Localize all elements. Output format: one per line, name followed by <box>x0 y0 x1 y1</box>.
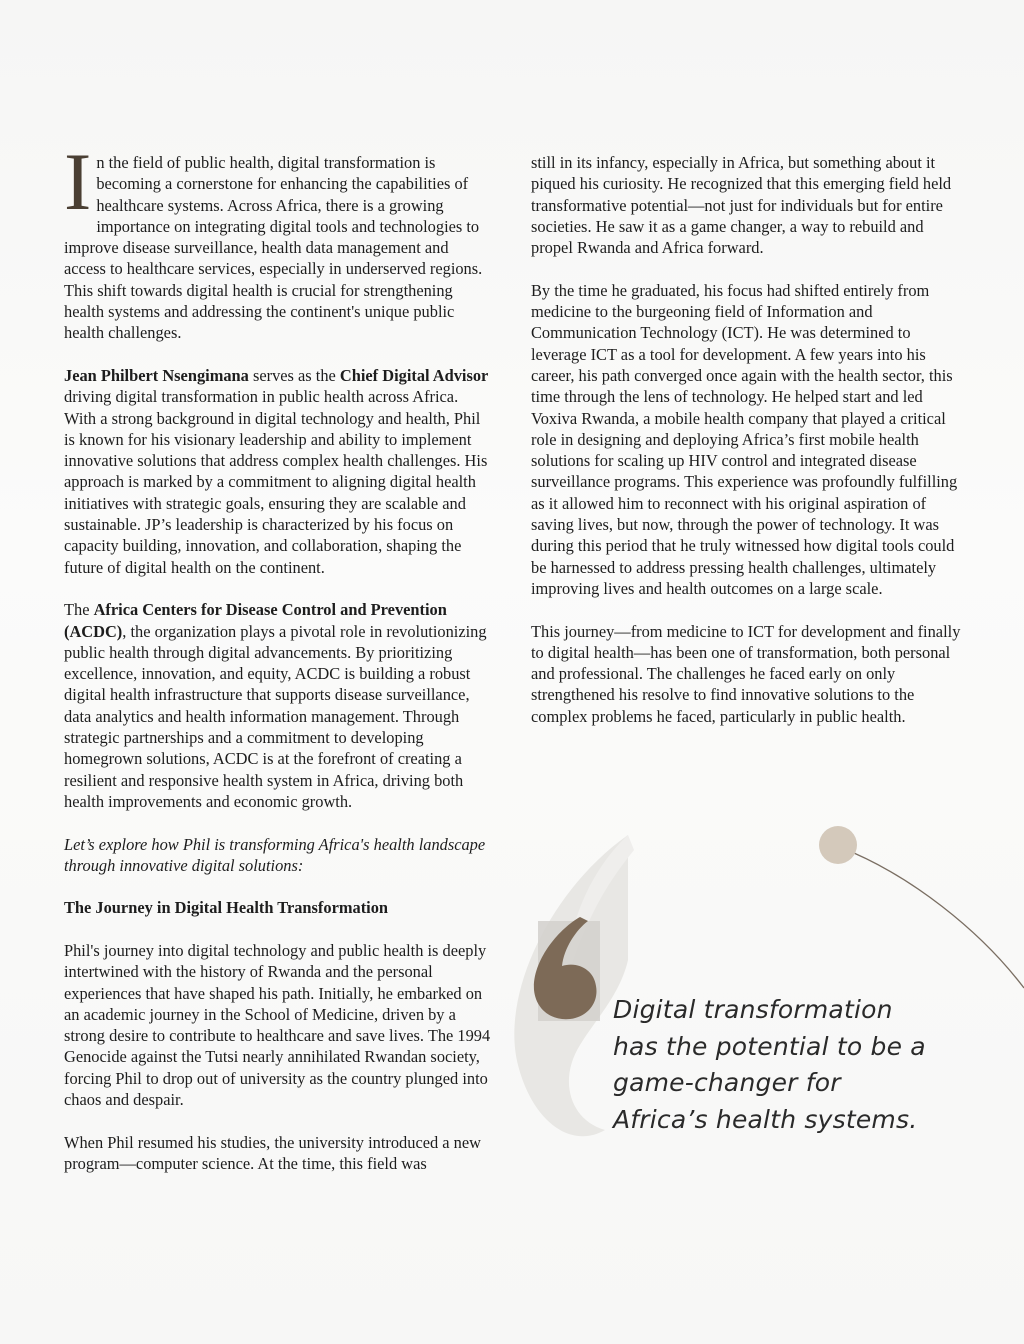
connector-line <box>842 848 1024 988</box>
graduated-paragraph: By the time he graduated, his focus had shifted entirely from medicine to the burgeoning field of Information and Communication Technology (ICT). He was determined to leverage ICT as a tool for development. A few years into his career, his path converged once again with the health sector, this time through the lens of technology. He helped start and led Voxiva Rwanda, a mobile health company that played a critical role in designing and deploying Africa’s first mobile health solutions for scaling up HIV control and integrated disease surveillance programs. This experience was profoundly fulfilling as it allowed him to reconnect with his original aspiration of saving lives, but now, through the power of technology. It was during this period that he truly witnessed how digital tools could be harnessed to address pressing health challenges, ultimately improving lives and health outcomes on a large scale. <box>531 280 958 598</box>
intro-paragraph <box>64 136 494 344</box>
acdc-org-name: Africa Centers for Disease Control and Prevention (ACDC) <box>64 600 447 641</box>
advisor-paragraph <box>64 365 494 578</box>
acdc-text: , the organization plays a pivotal role in revolutionizing public health through digital advancements. By prioritizing excellence, innovation, and equity, ACDC is building a robust digital health infrastructure that supports disease surveillance, data analytics and health information management. Through strategic partnerships and a commitment to developing homegrown solutions, ACDC is at the forefront of creating a resilient and responsive health system in Africa, driving both health improvements and economic growth. <box>64 621 487 811</box>
acdc-paragraph <box>64 599 494 812</box>
right-column <box>531 152 963 748</box>
resumed-paragraph: When Phil resumed his studies, the university introduced a new program—computer science. At the time, this field was <box>64 1132 481 1173</box>
left-column <box>64 136 494 1196</box>
journey-paragraph: Phil's journey into digital technology and public health is deeply intertwined with the history of Rwanda and the personal experiences that have shaped his path. Initially, he embarked on an academic journey in the School of Medicine, driven by a strong desire to contribute to healthcare and save lives. The 1994 Genocide against the Tutsi nearly annihilated Rwandan society, forcing Phil to drop out of university as the country plunged into chaos and despair. <box>64 940 491 1110</box>
advisor-title: Chief Digital Advisor <box>339 365 489 385</box>
advisor-mid: serves as the <box>248 365 340 385</box>
drop-cap: I <box>64 136 92 227</box>
acdc-lead: The <box>64 600 94 620</box>
advisor-name: Jean Philbert Nsengimana <box>64 365 249 385</box>
section-heading: The Journey in Digital Health Transformation <box>64 898 389 918</box>
journey-summary-paragraph: This journey—from medicine to ICT for development and finally to digital health—has been one of transformation, both personal and professional. The challenges he faced early on only strengthened his resolve to find innovative solutions to the complex problems he faced, particularly in public health. <box>531 621 961 726</box>
advisor-text: driving digital transformation in public health across Africa. With a strong background in digital technology and health, Phil is known for his visionary leadership and ability to implement innovative solutions that address complex health challenges. His approach is marked by a commitment to aligning digital health initiatives with strategic goals, ensuring they are scalable and sustainable. JP’s leadership is characterized by his focus on capacity building, innovation, and collaboration, shaping the future of digital health on the continent. <box>64 387 488 577</box>
quote-text: Digital transformation has the potential to be a game-changer for Africa’s health systems. <box>613 995 926 1134</box>
pull-quote <box>510 820 1024 1240</box>
intro-text: n the field of public health, digital transformation is becoming a cornerstone for enhancing the capabilities of healthcare systems. Across Africa, there is a growing importance on integrating digital tools and technologies to improve disease surveillance, health data management and access to healthcare services, especially in underserved regions. This shift towards digital health is crucial for strengthening health systems and addressing the continent's unique public health challenges. <box>64 153 483 343</box>
explore-paragraph: Let’s explore how Phil is transforming Africa's health landscape through innovative digital solutions: <box>64 834 486 875</box>
connector-dot <box>819 826 857 864</box>
continued-paragraph: still in its infancy, especially in Africa, but something about it piqued his curiosity. He recognized that this emerging field held transformative potential—not just for individuals but for entire societies. He saw it as a game changer, a way to rebuild and propel Rwanda and Africa forward. <box>531 153 952 258</box>
